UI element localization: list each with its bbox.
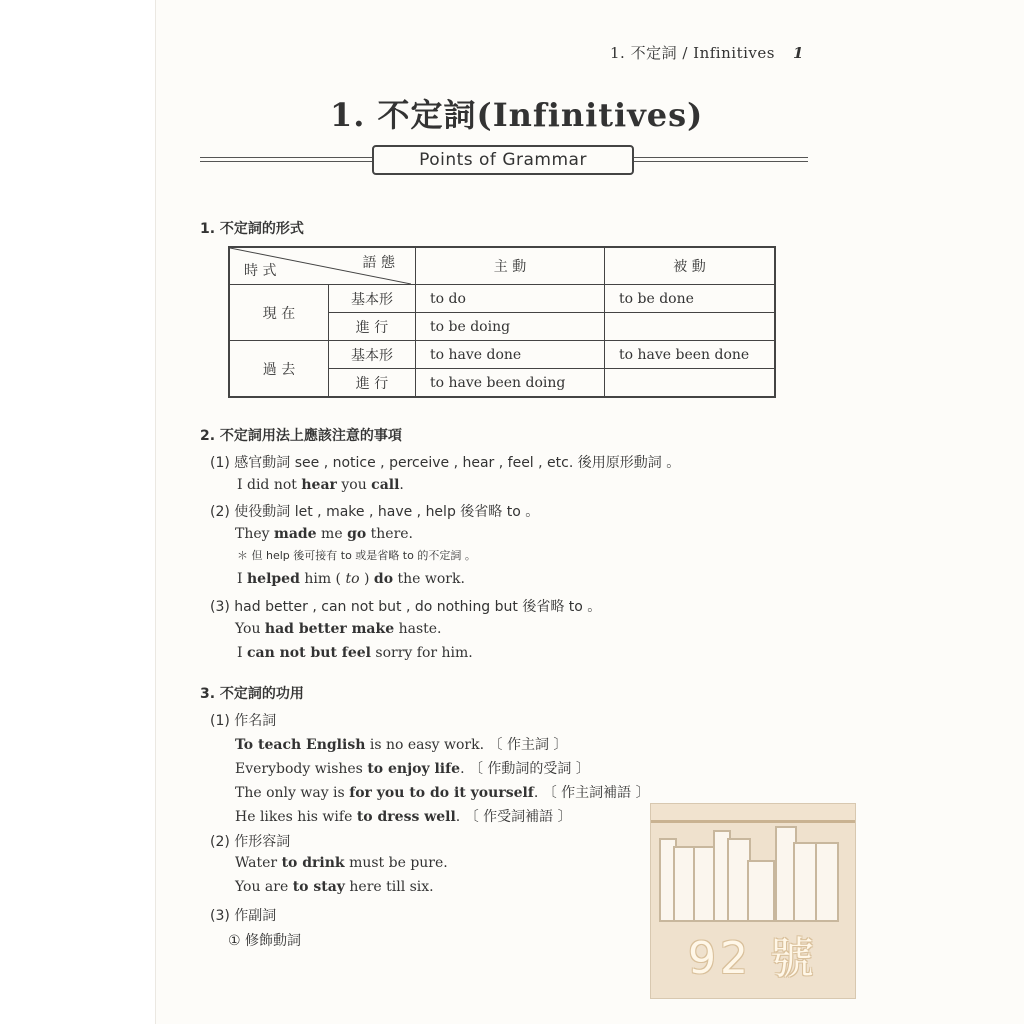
running-header bbox=[610, 42, 804, 63]
example-sentence: He likes his wife to dress well. 〔 作受詞補語 〕 bbox=[235, 809, 572, 825]
example-sentence: I can not but feel sorry for him. bbox=[237, 645, 473, 661]
active-form: to have done bbox=[416, 341, 605, 369]
table-corner-cell bbox=[229, 247, 416, 285]
example-sentence: To teach English is no easy work. 〔 作主詞 〕 bbox=[235, 737, 568, 753]
example-sentence: You are to stay here till six. bbox=[235, 879, 434, 895]
example-sentence: The only way is for you to do it yourself. 〔 作主詞補語 〕 bbox=[235, 785, 650, 801]
example-sentence: Water to drink must be pure. bbox=[235, 855, 448, 871]
banner-label: Points of Grammar bbox=[372, 145, 634, 175]
chapter-title: 1. 不定詞(Infinitives) bbox=[330, 96, 704, 134]
form-label: 基本形 bbox=[329, 341, 416, 369]
book-icon bbox=[815, 842, 839, 922]
example-sentence: They made me go there. bbox=[235, 526, 414, 542]
bookshelf-icon bbox=[651, 804, 855, 823]
example-sentence: Everybody wishes to enjoy life. 〔 作動詞的受詞 〕 bbox=[235, 761, 590, 777]
book-icon bbox=[747, 860, 775, 922]
example-sentence: I did not hear you call. bbox=[237, 477, 404, 493]
tense-present: 現 在 bbox=[229, 285, 329, 341]
header-passive: 被 動 bbox=[605, 247, 776, 285]
sub-heading: (2) 作形容詞 bbox=[210, 834, 291, 850]
corner-tense-label: 時 式 bbox=[244, 263, 277, 279]
rule-item-3: (3) had better , can not but , do nothing but 後省略 to 。 bbox=[210, 599, 602, 615]
table-row bbox=[229, 341, 775, 369]
example-sentence: I helped him ( to ) do the work. bbox=[237, 571, 465, 587]
stamp-label: 92 號 bbox=[688, 933, 818, 984]
section-1-title: 1. 不定詞的形式 bbox=[200, 221, 304, 237]
sub-heading: (1) 作名詞 bbox=[210, 713, 277, 729]
passive-form: to be done bbox=[605, 285, 776, 313]
grammar-banner bbox=[200, 145, 808, 173]
running-title: 1. 不定詞 / Infinitives bbox=[610, 44, 775, 62]
table-row bbox=[229, 285, 775, 313]
tense-past: 過 去 bbox=[229, 341, 329, 398]
passive-form bbox=[605, 369, 776, 398]
sub-heading: (3) 作副詞 bbox=[210, 908, 277, 924]
section-2-title: 2. 不定詞用法上應該注意的事項 bbox=[200, 428, 402, 444]
corner-voice-label: 語 態 bbox=[362, 255, 395, 271]
page-number: 1 bbox=[792, 44, 804, 62]
usage-note: ＊ 但 help 後可接有 to 或是省略 to 的不定詞 。 bbox=[237, 549, 476, 562]
infinitive-forms-table bbox=[228, 246, 776, 398]
active-form: to have been doing bbox=[416, 369, 605, 398]
example-sentence: You had better make haste. bbox=[235, 621, 442, 637]
form-label: 基本形 bbox=[329, 285, 416, 313]
rule-item-1: (1) 感官動詞 see , notice , perceive , hear , feel , etc. 後用原形動詞 。 bbox=[210, 455, 681, 471]
sub-sub-heading: ① 修飾動詞 bbox=[228, 933, 302, 949]
shop-watermark-stamp bbox=[650, 803, 856, 999]
active-form: to do bbox=[416, 285, 605, 313]
section-3-title: 3. 不定詞的功用 bbox=[200, 686, 304, 702]
form-label: 進 行 bbox=[329, 369, 416, 398]
active-form: to be doing bbox=[416, 313, 605, 341]
header-active: 主 動 bbox=[416, 247, 605, 285]
passive-form bbox=[605, 313, 776, 341]
rule-item-2: (2) 使役動詞 let , make , have , help 後省略 to 。 bbox=[210, 504, 540, 520]
passive-form: to have been done bbox=[605, 341, 776, 369]
form-label: 進 行 bbox=[329, 313, 416, 341]
